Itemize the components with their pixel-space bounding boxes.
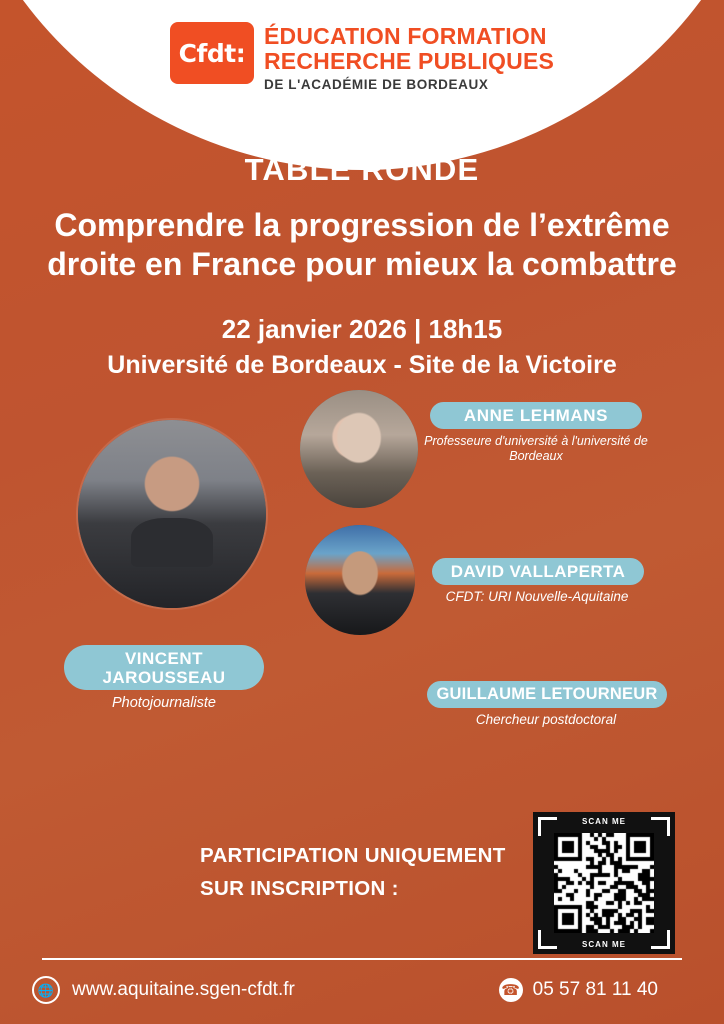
- qr-code-block[interactable]: [533, 812, 675, 954]
- event-datetime: 22 janvier 2026 | 18h15: [221, 314, 503, 345]
- footer: [0, 968, 724, 1012]
- speaker-name-anne-lehmans: ANNE LEHMANS: [430, 402, 642, 429]
- event-title: Comprendre la progression de l’extrême droite en France pour mieux la combattre: [47, 207, 677, 283]
- footer-website[interactable]: www.aquitaine.sgen-cfdt.fr: [72, 979, 295, 1000]
- speaker-photo-david-vallaperta: [305, 525, 415, 635]
- registration-notice: [200, 840, 506, 906]
- logo-line-3: DE L'ACADÉMIE DE BORDEAUX: [263, 76, 489, 92]
- speaker-role-anne-lehmans: Professeure d'université à l'université de Bordeaux: [424, 434, 648, 464]
- qr-scan-label-top: SCAN ME: [582, 817, 626, 826]
- speakers-section: [0, 390, 724, 750]
- speaker-name-vincent-jarousseau: [64, 645, 264, 690]
- event-place: Université de Bordeaux - Site de la Victoire: [107, 351, 617, 380]
- poster-content: [0, 152, 724, 750]
- speaker-role-david-vallaperta: CFDT: URI Nouvelle-Aquitaine: [445, 589, 629, 605]
- qr-code-icon[interactable]: [554, 833, 654, 933]
- speaker-role-guillaume-letourneur: Chercheur postdoctoral: [475, 712, 617, 728]
- cfdt-badge-text: Cfdt:: [178, 38, 246, 68]
- registration-line-2: SUR INSCRIPTION :: [200, 876, 399, 900]
- qr-scan-label-bottom: SCAN ME: [582, 940, 626, 949]
- globe-icon: 🌐: [32, 976, 60, 1004]
- registration-line-1: PARTICIPATION UNIQUEMENT: [200, 844, 506, 867]
- footer-phone[interactable]: 05 57 81 11 40: [532, 979, 658, 1000]
- logo-line-1: ÉDUCATION FORMATION: [263, 23, 547, 49]
- cfdt-badge-icon: [170, 22, 254, 84]
- speaker-role-vincent-jarousseau: Photojournaliste: [112, 695, 216, 712]
- speaker-photo-anne-lehmans: [300, 390, 418, 508]
- speaker-name-david-vallaperta: DAVID VALLAPERTA: [432, 558, 644, 585]
- speaker-name-guillaume-letourneur: GUILLAUME LETOURNEUR: [427, 681, 667, 708]
- event-kicker: TABLE RONDE: [244, 152, 480, 187]
- cfdt-logo: [0, 22, 724, 92]
- phone-icon: ☎: [499, 978, 523, 1002]
- logo-line-2: RECHERCHE PUBLIQUES: [263, 47, 555, 74]
- footer-divider: [42, 958, 682, 960]
- speaker-photo-vincent-jarousseau: [78, 420, 266, 608]
- speaker-name-line-2: JAROUSSEAU: [102, 667, 226, 687]
- speaker-name-line-1: VINCENT: [124, 648, 204, 668]
